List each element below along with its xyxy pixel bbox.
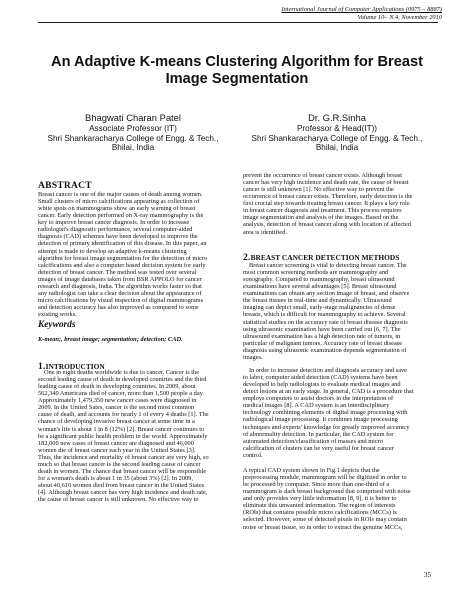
author-name: Bhagwati Charan Patel (85, 112, 181, 123)
intro-cont-line: prevent the occurrence of breast cancer exists. Although breast (243, 172, 403, 179)
author-affiliation: Shri Shankaracharya College of Engg. & Tech., (251, 133, 423, 143)
abstract-line: detection of breast cancer. The method was tested over several (38, 268, 197, 276)
section2-p2-line: calcification of clusters can be very useful for breast cancer (243, 444, 394, 452)
section2-line: statistical studies on the accuracy rate of breast disease diagnosis (243, 318, 408, 326)
paper-title (36, 54, 438, 88)
journal-line: International Journal of Computer Applications (0975 – 8887) (281, 6, 442, 13)
section2-line: examinations can obtain any section image of breast, and observe (243, 290, 410, 298)
section2-line: imaging can depict small, early-stage malignancies of dense (243, 304, 396, 312)
abstract-line: and detection accuracy has also improved as compared to some (38, 304, 199, 311)
intro-line: death in women. The chance that breast cancer will be responsible (38, 467, 207, 475)
section2-p2-line: to labor, computer aided detection (CAD) systems have been (243, 374, 398, 382)
intro-cont-line: first crucial step towards treating breast cancer. It plays a key role (243, 200, 410, 208)
intro-cont-line: in breast cancer diagnosis and treatment. This process requires (243, 207, 402, 215)
section2-p3-line: A typical CAD system shown in Fig.1 depicts that the (243, 467, 380, 474)
intro-line: 182,000 new cases of breast cancer are diagnosed and 46,000 (38, 439, 194, 447)
section2-p2-line: of abnormality detection. In particular, the CAD system for (243, 430, 394, 438)
title-line-1: An Adaptive K-means Clustering Algorithm for Breast (51, 54, 423, 70)
abstract-heading: ABSTRACT (38, 180, 92, 191)
section2-p2-line: radiological image processing. It combines image processing (243, 416, 398, 424)
intro-cont-line: cancer is still unknown [1]. No effective way to prevent the (243, 186, 394, 194)
section2-p3-line: selected. However, some of detected pixels in ROIs may contain (243, 516, 407, 524)
page-number: 35 (424, 571, 431, 579)
section2-p3-line: (ROIs) that contains possible micro calcifications (MCCs) is (243, 509, 397, 517)
intro-line: chance of developing invasive breast cancer at some time in a (38, 418, 195, 426)
author-block-2 (242, 113, 432, 153)
abstract-line: Breast cancer is one of the major causes of death among women. (38, 191, 203, 198)
intro-line: Thus, the incidence and mortality of breast cancer are very high, so (38, 453, 209, 461)
abstract-line: cancer. Early detection performed on X-ray mammography is the (38, 212, 204, 220)
section2-line: using ultrasonic examination have been carried out [6, 7]. The (243, 325, 401, 333)
section2-p3-line: preprocessing module, mammogram will be digitized in order to (243, 474, 407, 482)
intro-cont-line: image segmentation and analysis of the images. Based on the (243, 214, 399, 222)
keywords-heading: Keywords (38, 320, 76, 330)
abstract-line: white spots on mammograms show an early warning of breast (38, 205, 196, 213)
section2-body (243, 262, 435, 361)
intro-line: cause of death, and accounts for nearly 1 of every 4 deaths [1]. The (38, 411, 209, 419)
section2-p3-line: be processed by computer. Since more than one-third of a (243, 481, 390, 489)
section-number: 1. (38, 361, 46, 372)
section2-line: breasts, which is difficult for mammography to achieve. Several (243, 311, 406, 319)
abstract-line: radiologist's diagnostic performance, several computer-aided (38, 226, 193, 234)
abstract-line: micro calcifications by visual inspection of digital mammograms (38, 296, 204, 304)
intro-line: for a woman's death is about 1 in 35 (about 3%) [2]. In 2009, (38, 474, 193, 482)
author-position: Professor & Head(IT)) (296, 123, 378, 133)
intro-line: 562,340 Americans died of cancer, more than 1,500 people a day. (38, 390, 204, 398)
volume-line: Volume 10– N.4, November 2010 (357, 13, 442, 21)
author-name: Dr. G.R.Sinha (308, 112, 366, 123)
abstract-line: research and diagnosis, India. The algorithm works faster so that (38, 282, 202, 290)
author-location: Bhilai, India (111, 143, 155, 153)
abstract-line: detection of primary identification of this disease. In this paper, an (38, 240, 207, 248)
journal-header (142, 6, 442, 21)
intro-cont-line: cancer has very high incidence and death rate, the cause of breast (243, 179, 409, 187)
section2-line: images. (243, 353, 263, 361)
section2-p2-line: technology combining elements of digital image processing with (243, 409, 408, 417)
intro-line: woman's life is about 1 in 8 (12%) [2]. Breast cancer continues to (38, 425, 205, 433)
intro-line: the cause of breast cancer is still unknown. No effective way to (38, 496, 199, 504)
abstract-line: key to improve breast cancer diagnosis. In order to increase (38, 219, 190, 227)
abstract-line: diagnosis (CAD) schemes have been developed to improve the (38, 233, 198, 241)
section2-paragraph-3 (243, 467, 435, 531)
section2-p3-line: eliminate this unwanted information. The region of interests (243, 502, 396, 510)
section2-paragraph-2 (243, 367, 435, 459)
section2-line: diagnosis using ultrasonic examination depends segmentation of (243, 346, 407, 354)
intro-line: 2009. In the United Sates, cancer is the second most common (38, 404, 195, 412)
section2-p2-line: employs computers to assist doctors in the interpretation of (243, 395, 394, 403)
section2-p3-line: mammogram is dark breast background that comprised with noise (243, 488, 411, 496)
section2-line: particular of malignant tumors. Accuracy rate of breast disease (243, 339, 403, 347)
intro-continued-body (243, 172, 435, 236)
intro-line: be a significant public health problem in the world. Approximately (38, 432, 208, 440)
abstract-line: calcifications and also a computer based decision system for early (38, 261, 206, 269)
intro-cont-line: area is identified. (243, 228, 287, 236)
intro-line: leading cause of death in developing countries. In 2009, about (38, 383, 196, 391)
section2-p3-line: noise or breast tissue, so in order to extract the genuine MCCs, (243, 523, 403, 531)
intro-line: much so that breast cancer is the second leading cause of cancer (38, 460, 201, 468)
abstract-body (38, 191, 230, 318)
section2-p3-line: and only provides very little information [8, 9], it is better to (243, 495, 397, 503)
section2-line: ultrasound examination has a high detection rate of tumors, in (243, 332, 401, 340)
section2-p2-line: detect lesions at an early stage. In general, CAD is a procedure that (243, 388, 414, 396)
author-position: Associate Professor (IT) (89, 123, 177, 133)
keywords-text: K-mean;, breast image; segmentation; detection; CAD. (38, 336, 183, 343)
section2-line: Breast cancer screening is vital to detecting breast cancer. The (249, 262, 407, 269)
intro-line: [4]. Although breast cancer has very high incidence and death rate, (38, 489, 208, 497)
abstract-line: images of image databases taken from BSR APPOLO for cancer (38, 275, 202, 283)
section2-line: sonography. Compared to mammography, breast ultrasound (243, 276, 395, 284)
section2-p2-line: techniques and experts' knowledge for greatly improved accuracy (243, 423, 410, 431)
section2-line: the breast tissues in real-time and dynamically. Ultrasound (243, 297, 392, 305)
intro-line: about 40,610 women died from breast cancer in the United States (38, 482, 205, 489)
abstract-line: algorithm for breast image segmentation for the detection of micro (38, 254, 208, 262)
abstract-line: Small clusters of micro calcifications appearing as collection of (38, 198, 200, 206)
section-title: INTRODUCTION (45, 362, 105, 371)
abstract-line: any radiologist can take a clear decision about the appearance of (38, 289, 202, 297)
section2-line: most common screening methods are mammography and (243, 269, 389, 277)
section2-p2-line: In order to increase detection and diagnosis accuracy and save (249, 367, 407, 374)
intro-line: One in eight deaths worldwide is due to cancer. Cancer is the (44, 369, 200, 376)
author-affiliation: Shri Shankaracharya College of Engg. & Tech., (47, 133, 219, 143)
abstract-line: attempt is made to develop an adaptive k-means clustering (38, 247, 187, 255)
abstract-line: existing works. (38, 311, 77, 319)
intro-cont-line: analysis, detection of breast cancer along with location of affected (243, 221, 411, 229)
section-title: BREAST CANCER DETECTION METHODS (250, 253, 400, 262)
section2-p2-line: developed to help radiologists to evaluate medical images and (243, 381, 401, 389)
author-block-1 (38, 113, 228, 153)
introduction-body (38, 369, 230, 503)
intro-line: Approximately 1,479,350 new cancer cases were diagnosed in (38, 397, 197, 405)
author-location: Bhilai, India (315, 143, 359, 153)
intro-line: women die of breast cancer each year in the United States [3]. (38, 446, 196, 454)
title-line-2: Image Segmentation (165, 71, 309, 87)
section2-p2-line: automated detection/classification of masses and micro (243, 437, 384, 445)
section-number: 2. (243, 252, 251, 263)
header-rule (38, 22, 438, 23)
section2-p2-line: control. (243, 451, 263, 459)
section2-p2-line: medical images [8]. A CAD system is an interdisciplinary (243, 402, 390, 410)
section2-line: examinations have several advantages [5]. Breast ultrasound (243, 283, 397, 291)
intro-cont-line: occurrence of breast cancer exists. Therefore, early detection is the (243, 193, 413, 201)
intro-line: second leading cause of death in developed countries and the third (38, 376, 207, 384)
